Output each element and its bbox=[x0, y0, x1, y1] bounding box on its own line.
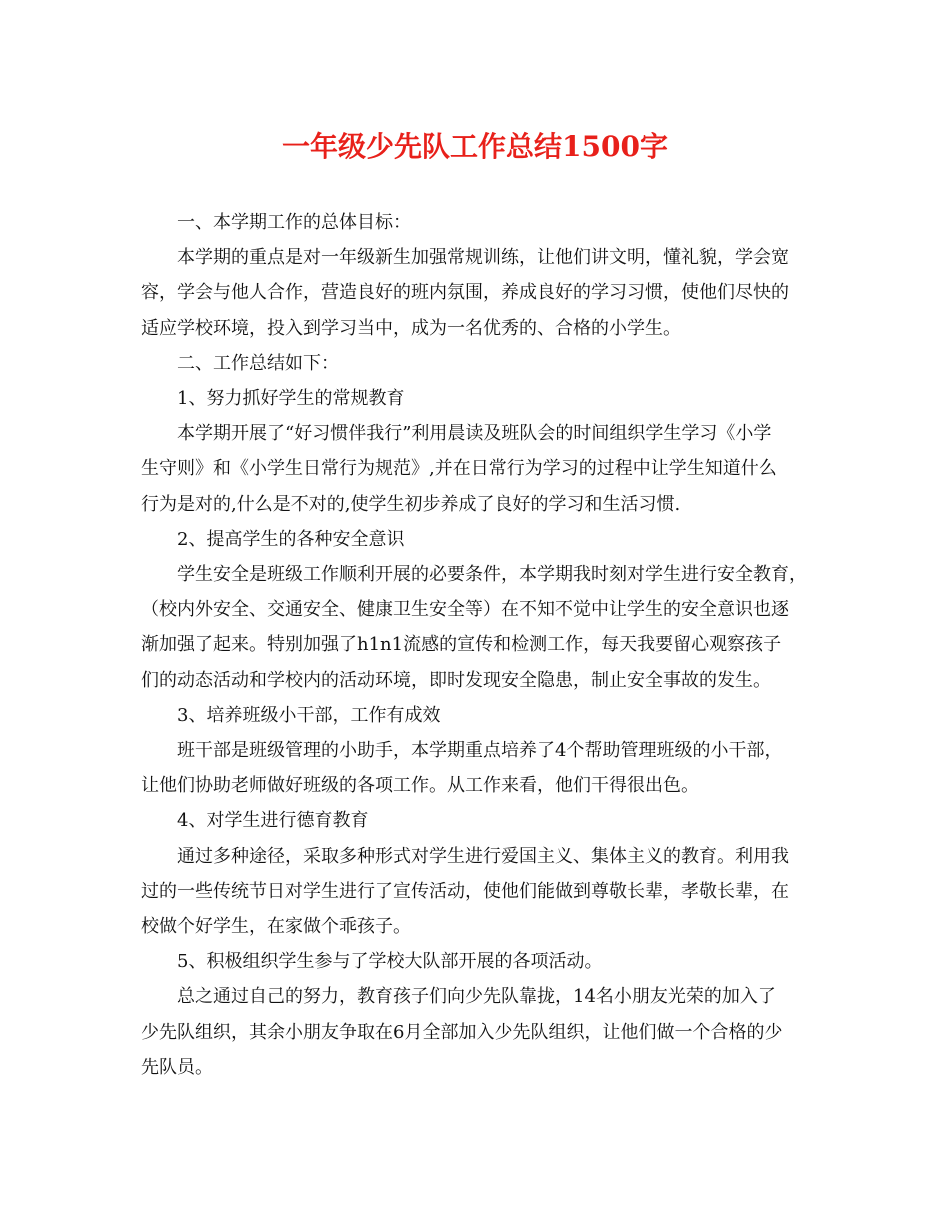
paragraph bbox=[141, 979, 816, 1085]
paragraph-line: 通过多种途径，采取多种形式对学生进行爱国主义、集体主义的教育。利用我 bbox=[177, 845, 789, 867]
paragraph-line: 少先队组织，其余小朋友争取在6月全部加入少先队组织，让他们做一个合格的少 bbox=[141, 1021, 783, 1043]
paragraph-line: 班干部是班级管理的小助手，本学期重点培养了4个帮助管理班级的小干部， bbox=[177, 740, 783, 762]
paragraph-line: 适应学校环境，投入到学习当中，成为一名优秀的、合格的小学生。 bbox=[141, 317, 681, 339]
section-heading bbox=[141, 346, 816, 381]
paragraph-line: 容，学会与他人合作，营造良好的班内氛围，养成良好的学习习惯，使他们尽快的 bbox=[141, 282, 789, 304]
subsection-heading bbox=[141, 698, 816, 733]
paragraph-line: 5、积极组织学生参与了学校大队部开展的各项活动。 bbox=[177, 951, 603, 973]
paragraph-line: 们的动态活动和学校内的活动环境，即时发现安全隐患，制止安全事故的发生。 bbox=[141, 669, 771, 691]
document-body bbox=[141, 205, 816, 1085]
document-title: 一年级少先队工作总结1500字 bbox=[282, 130, 668, 163]
paragraph-line: 4、对学生进行德育教育 bbox=[177, 810, 369, 832]
paragraph-line: 校做个好学生，在家做个乖孩子。 bbox=[141, 916, 411, 938]
paragraph-line: 让他们协助老师做好班级的各项工作。从工作来看，他们干得很出色。 bbox=[141, 775, 699, 797]
paragraph-line: 渐加强了起来。特别加强了h1n1流感的宣传和检测工作，每天我要留心观察孩子 bbox=[141, 634, 782, 656]
paragraph-line: 二、工作总结如下： bbox=[177, 352, 339, 374]
subsection-heading bbox=[141, 522, 816, 557]
paragraph-line: 2、提高学生的各种安全意识 bbox=[177, 528, 405, 550]
paragraph-line: 学生安全是班级工作顺利开展的必要条件，本学期我时刻对学生进行安全教育， bbox=[177, 564, 807, 586]
paragraph-line: （校内外安全、交通安全、健康卫生安全等）在不知不觉中让学生的安全意识也逐 bbox=[141, 599, 789, 621]
paragraph-line: 行为是对的,什么是不对的,使学生初步养成了良好的学习和生活习惯. bbox=[141, 493, 681, 515]
paragraph bbox=[141, 240, 816, 346]
paragraph bbox=[141, 205, 816, 240]
paragraph-line: 先队员。 bbox=[141, 1056, 213, 1078]
paragraph-line: 本学期的重点是对一年级新生加强常规训练，让他们讲文明，懂礼貌，学会宽 bbox=[177, 247, 789, 269]
subsection-heading bbox=[141, 803, 816, 838]
subsection-heading bbox=[141, 381, 816, 416]
paragraph-line: 3、培养班级小干部，工作有成效 bbox=[177, 704, 441, 726]
paragraph bbox=[141, 733, 816, 803]
paragraph-line: 过的一些传统节日对学生进行了宣传活动，使他们能做到尊敬长辈，孝敬长辈，在 bbox=[141, 880, 789, 902]
paragraph-line: 本学期开展了“好习惯伴我行”利用晨读及班队会的时间组织学生学习《小学 bbox=[177, 423, 772, 445]
paragraph-line: 总之通过自己的努力，教育孩子们向少先队靠拢，14名小朋友光荣的加入了 bbox=[177, 986, 776, 1008]
paragraph-line: 一、本学期工作的总体目标： bbox=[177, 212, 411, 233]
paragraph-line: 1、努力抓好学生的常规教育 bbox=[177, 388, 405, 410]
paragraph bbox=[141, 557, 816, 698]
subsection-heading bbox=[141, 944, 816, 979]
paragraph bbox=[141, 416, 816, 522]
paragraph-line: 生守则》和《小学生日常行为规范》,并在日常行为学习的过程中让学生知道什么 bbox=[141, 458, 777, 480]
paragraph bbox=[141, 839, 816, 945]
